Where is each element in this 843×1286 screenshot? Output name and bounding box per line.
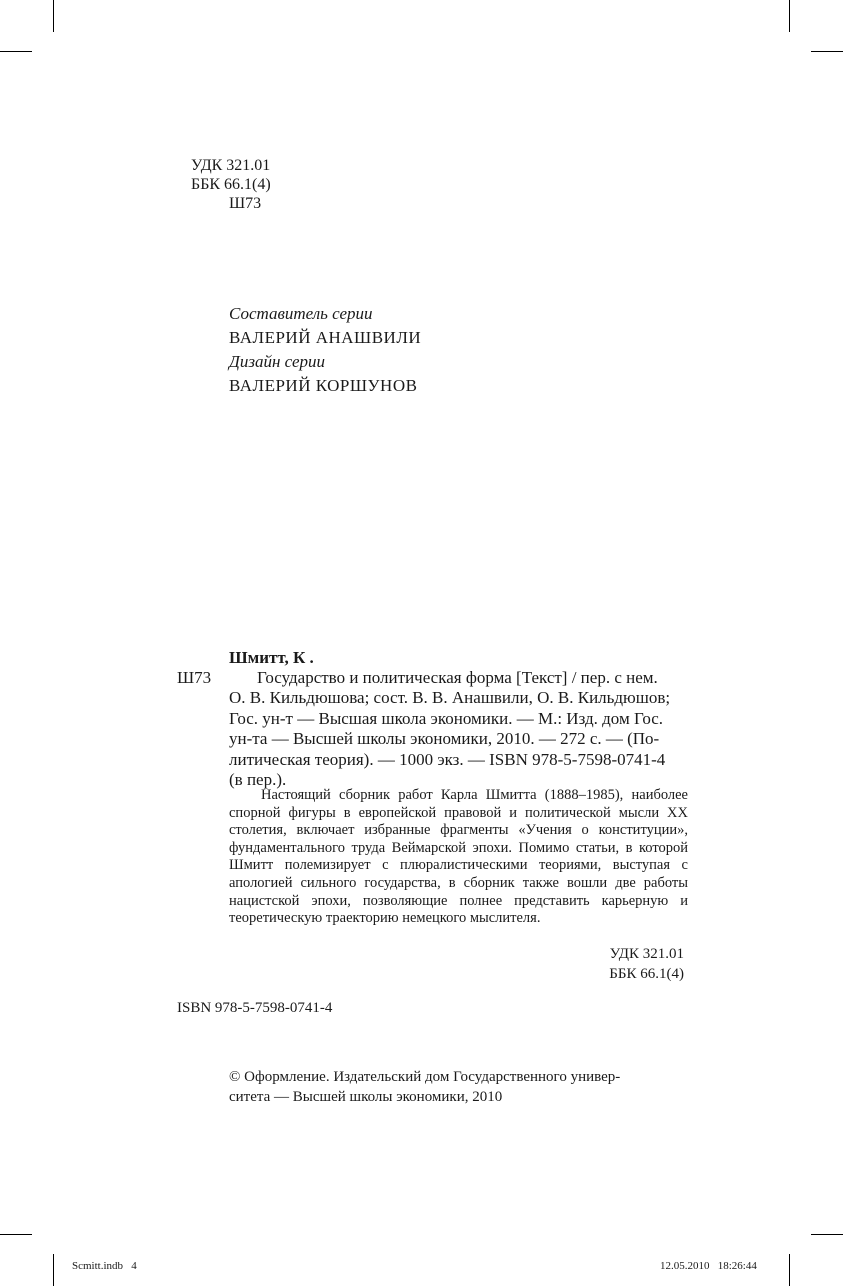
description-line: О. В. Кильдюшова; сост. В. В. Анашвили, О. В. Кильдюшов; — [229, 688, 671, 708]
udk-code: УДК 321.01 — [191, 157, 271, 174]
catalog-description — [229, 668, 689, 790]
footer-filename: Scmitt.indb 4 — [72, 1260, 137, 1272]
description-line: ун-та — Высшей школы экономики, 2010. — 272 с. — (По- — [229, 729, 660, 749]
catalog-code: Ш73 — [177, 668, 212, 687]
copyright-line: © Оформление. Издательский дом Государственного универ- — [229, 1069, 621, 1085]
crop-mark-bottom-right-vertical — [789, 1254, 790, 1286]
catalog-author: Шмитт, К . — [229, 648, 314, 667]
compiler-role: Составитель серии — [229, 304, 373, 323]
crop-mark-top-right-horizontal — [811, 51, 843, 52]
card-bbk: ББК 66.1(4) — [609, 966, 684, 982]
footer-timestamp: 12.05.2010 18:26:44 — [660, 1260, 757, 1272]
bbk-code: ББК 66.1(4) — [191, 176, 271, 193]
annotation-block — [229, 787, 688, 928]
crop-mark-bottom-left-vertical — [53, 1254, 54, 1286]
crop-mark-bottom-right-horizontal — [811, 1234, 843, 1235]
card-classification — [529, 944, 684, 984]
copyright-line: ситета — Высшей школы экономики, 2010 — [229, 1089, 503, 1105]
crop-mark-top-right-vertical — [789, 0, 790, 32]
crop-mark-top-left-horizontal — [0, 51, 32, 52]
description-line: Государство и политическая форма [Текст] / пер. с нем. — [257, 668, 658, 687]
isbn: ISBN 978-5-7598-0741-4 — [177, 1000, 333, 1016]
author-sign: Ш73 — [229, 195, 262, 212]
description-line: литическая теория). — 1000 экз. — ISBN 978-5-7598-0741-4 — [229, 749, 666, 769]
crop-mark-top-left-vertical — [53, 0, 54, 32]
description-line: Гос. ун-т — Высшая школа экономики. — М.: Изд. дом Гос. — [229, 708, 664, 728]
series-credits — [229, 302, 421, 398]
design-name: ВАЛЕРИЙ КОРШУНОВ — [229, 376, 418, 395]
copyright-block — [229, 1067, 620, 1107]
annotation-text: Настоящий сборник работ Карла Шмитта (1888–1985), наиболее спорной фигуры в европейской правовой и политической мысли XX столетия, включает избранные фрагменты «Учения о конституции», фундаментального труда Веймарской эпохи. Помимо статьи, в которой Шмитт полемизирует с плюралистическими теориями, выступая с апологией сильного государства, в сборник также вошли две работы нацистской эпохи, позволяющие полнее представить карьерную и теоретическую траекторию немецкого мыслителя. — [229, 787, 688, 927]
design-role: Дизайн серии — [229, 352, 325, 371]
classification-block — [191, 156, 271, 213]
card-udk: УДК 321.01 — [609, 946, 684, 962]
description-line: (в пер.). — [229, 770, 287, 790]
compiler-name: ВАЛЕРИЙ АНАШВИЛИ — [229, 328, 422, 347]
crop-mark-bottom-left-horizontal — [0, 1234, 32, 1235]
